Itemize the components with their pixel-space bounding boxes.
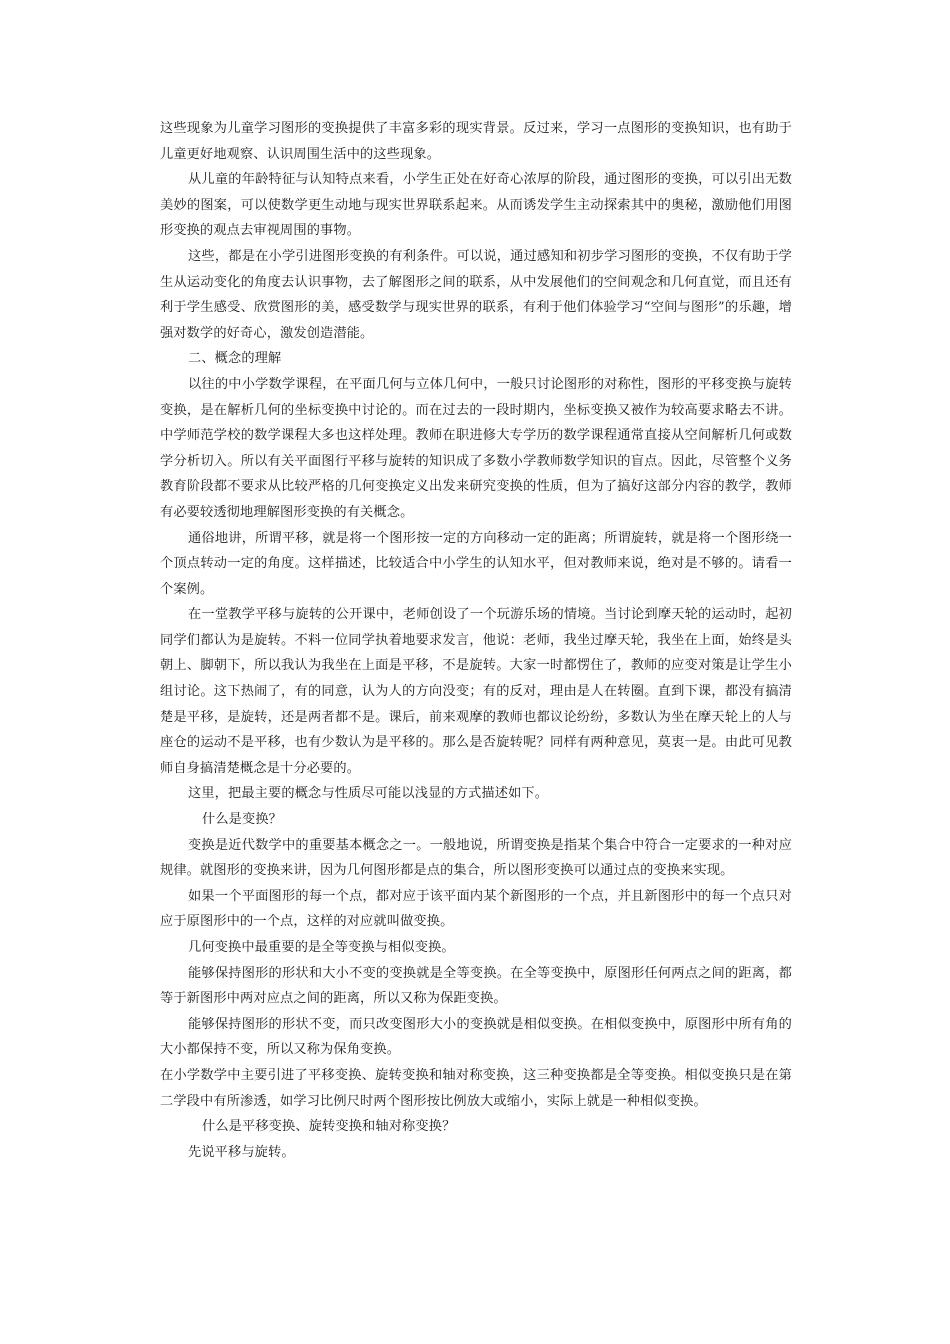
paragraph-favorable-conditions: 这些，都是在小学引进图形变换的有利条件。可以说，通过感知和初步学习图形的变换，不仅有助于学生从运动变化的角度去认识事物，去了解图形之间的联系，从中发展他们的空间观念和几何直觉，而且还有利于学生感受、欣赏图形的美，感受数学与现实世界的联系，有利于他们体验学习“空间与图形”的乐趣，增强对数学的好奇心，激发创造潜能。: [160, 248, 792, 341]
paragraph-congruent-transformation: 能够保持图形的形状和大小不变的变换就是全等变换。在全等变换中，原图形任何两点之间的距离，都等于新图形中两对应点之间的距离，所以又称为保距变换。: [160, 965, 792, 1007]
document-body: [160, 116, 792, 1165]
paragraph-summary-intro: 这里，把最主要的概念与性质尽可能以浅显的方式描述如下。: [188, 786, 549, 802]
paragraph-children-traits: 从儿童的年龄特征与认知特点来看，小学生正处在好奇心浓厚的阶段，通过图形的变换，可以引出无数美妙的图案，可以使数学更生动地与现实世界联系起来。从而诱发学生主动探索其中的奥秘，激励他们用图形变换的观点去审视周围的事物。: [160, 172, 792, 239]
paragraph-point-mapping: 如果一个平面图形的每一个点，都对应于该平面内某个新图形的一个点，并且新图形中的每一个点只对应于原图形中的一个点，这样的对应就叫做变换。: [160, 888, 792, 930]
paragraph-similar-transformation: 能够保持图形的形状不变，而只改变图形大小的变换就是相似变换。在相似变换中，原图形中所有角的大小都保持不变，所以又称为保角变换。: [160, 1016, 792, 1058]
section-heading-concept: 二、概念的理解: [188, 351, 282, 367]
paragraph-curriculum-history: 以往的中小学数学课程，在平面几何与立体几何中，一般只讨论图形的对称性，图形的平移变换与旋转变换，是在解析几何的坐标变换中讨论的。而在过去的一段时期内，坐标变换又被作为较高要求略去不讲。中学师范学校的数学课程大多也这样处理。教师在职进修大专学历的数学课程通常直接从空间解析几何或数学分析切入。所以有关平面图行平移与旋转的知识成了多数小学教师数学知识的盲点。因此，尽管整个义务教育阶段都不要求从比较严格的几何变换定义出发来研究变换的性质，但为了搞好这部分内容的教学，教师有必要较透彻地理解图形变换的有关概念。: [160, 376, 792, 520]
paragraph-main-transformations: 几何变换中最重要的是全等变换与相似变换。: [188, 940, 455, 955]
question-what-is-transformation: 什么是变换？: [202, 812, 283, 828]
paragraph-case-study: 在一堂教学平移与旋转的公开课中，老师创设了一个玩游乐场的情境。当讨论到摩天轮的运动时，起初同学们都认为是旋转。不料一位同学执着地要求发言，他说：老师，我坐过摩天轮，我坐在上面，始终是头朝上、脚朝下，所以我认为我坐在上面是平移，不是旋转。大家一时都愣住了，教师的应变对策是让学生小组讨论。这下热闹了，有的同意，认为人的方向没变；有的反对，理由是人在转圈。直到下课，都没有搞清楚是平移，是旋转，还是两者都不是。课后，前来观摩的教师也都议论纷纷，多数认为坐在摩天轮上的人与座仓的运动不是平移，也有少数认为是平移的。那么是否旋转呢？同样有两种意见，莫衷一是。由此可见教师自身搞清楚概念是十分必要的。: [160, 607, 792, 776]
paragraph-translation-rotation-first: 先说平移与旋转。: [188, 1144, 295, 1160]
question-what-are-translation-rotation-reflection: 什么是平移变换、旋转变换和轴对称变换？: [202, 1119, 456, 1135]
paragraph-primary-school-transformations: 在小学数学中主要引进了平移变换、旋转变换和轴对称变换，这三种变换都是全等变换。相似变换只是在第二学段中有所渗透，如学习比例尺时两个图形按比例放大或缩小，实际上就是一种相似变换。: [160, 1067, 792, 1109]
paragraph-transformation-definition: 变换是近代数学中的重要基本概念之一。一般地说，所谓变换是指某个集合中符合一定要求的一种对应规律。就图形的变换来讲，因为几何图形都是点的集合，所以图形变换可以通过点的变换来实现。: [160, 837, 792, 879]
paragraph-intro-continued: 这些现象为儿童学习图形的变换提供了丰富多彩的现实背景。反过来，学习一点图形的变换知识，也有助于儿童更好地观察、认识周围生活中的这些现象。: [160, 121, 792, 162]
paragraph-plain-definition: 通俗地讲，所谓平移，就是将一个图形按一定的方向移动一定的距离；所谓旋转，就是将一个图形绕一个顶点转动一定的角度。这样描述，比较适合中小学生的认知水平，但对教师来说，绝对是不够的。请看一个案例。: [160, 530, 792, 597]
